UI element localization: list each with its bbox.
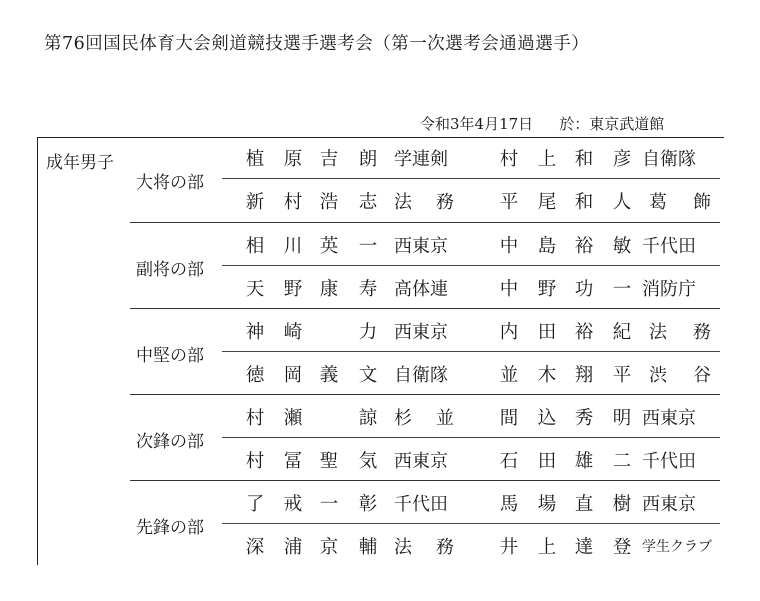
right-name-char: 樹 [612,494,632,515]
left-affiliation: 自衛隊 [394,365,448,386]
right-name-char: 達 [574,537,594,558]
right-name-char: 明 [612,408,632,429]
right-name-char: 登 [612,537,632,558]
section-label: 大将の部 [136,173,204,193]
right-name-char: 直 [574,494,594,515]
right-name-char: 秀 [574,408,594,429]
row-divider [222,437,720,438]
left-name-char: 瀬 [283,408,303,429]
right-name-char: 中 [499,279,519,300]
left-name-char: 志 [358,192,378,213]
player-row [130,524,720,567]
player-row [130,309,720,352]
left-name-char: 岡 [283,365,303,386]
right-affiliation: 千代田 [642,451,696,472]
player-row [130,223,720,266]
section-3 [130,308,720,395]
left-name-char: 気 [358,451,378,472]
category-label: 成年男子 [46,153,114,173]
right-affiliation: 法 務 [649,322,711,343]
player-row [130,352,720,395]
left-affiliation: 西東京 [394,451,448,472]
right-affiliation: 西東京 [642,408,696,429]
left-affiliation: 法 務 [394,192,454,213]
right-affiliation: 渋 谷 [649,365,711,386]
right-name-char: 彦 [612,149,632,170]
left-name-char: 神 [245,322,265,343]
document-title: 第76回国民体育大会剣道競技選手選考会（第一次選考会通過選手） [44,34,590,54]
right-name-char: 一 [612,279,632,300]
left-name-char: 英 [319,236,339,257]
left-name-char: 吉 [319,149,339,170]
left-name-char: 浦 [283,537,303,558]
left-name-char: 深 [245,537,265,558]
left-affiliation: 西東京 [394,236,448,257]
section-4 [130,394,720,481]
right-name-char: 内 [499,322,519,343]
left-affiliation: 千代田 [394,494,448,515]
left-name-char: 村 [245,451,265,472]
left-name-char: 京 [319,537,339,558]
left-name-char: 原 [283,149,303,170]
right-name-char: 島 [537,236,557,257]
player-row [130,266,720,309]
left-name-char: 相 [245,236,265,257]
right-name-char: 上 [537,149,557,170]
left-affiliation: 杉 並 [394,408,454,429]
left-name-char: 義 [319,365,339,386]
right-name-char: 功 [574,279,594,300]
left-name-char: 野 [283,279,303,300]
right-name-char: 間 [499,408,519,429]
player-row [130,438,720,481]
left-name-char: 寿 [358,279,378,300]
right-name-char: 紀 [612,322,632,343]
left-name-char: 村 [245,408,265,429]
right-affiliation: 自衛隊 [642,149,696,170]
right-name-char: 敏 [612,236,632,257]
right-name-char: 上 [537,537,557,558]
right-name-char: 尾 [537,192,557,213]
section-2 [130,222,720,309]
left-name-char: 戒 [283,494,303,515]
right-name-char: 馬 [499,494,519,515]
right-affiliation: 千代田 [642,236,696,257]
section-label: 次鋒の部 [136,432,204,452]
right-name-char: 裕 [574,236,594,257]
left-name-char: 輔 [358,537,378,558]
section-label: 中堅の部 [136,346,204,366]
left-name-char: 崎 [283,322,303,343]
left-affiliation: 学連剣 [394,149,448,170]
left-name-char: 徳 [245,365,265,386]
left-name-char: 村 [283,192,303,213]
right-name-char: 和 [574,149,594,170]
left-name-char: 聖 [319,451,339,472]
row-divider [222,178,720,179]
row-divider [222,351,720,352]
left-name-char: 新 [245,192,265,213]
left-name-char: 諒 [358,408,378,429]
row-divider [222,523,720,524]
player-row [130,395,720,438]
right-name-char: 平 [499,192,519,213]
right-name-char: 田 [537,322,557,343]
section-label: 副将の部 [136,260,204,280]
right-name-char: 雄 [574,451,594,472]
right-name-char: 裕 [574,322,594,343]
right-name-char: 田 [537,451,557,472]
right-name-char: 込 [537,408,557,429]
left-name-char: 天 [245,279,265,300]
section-label: 先鋒の部 [136,518,204,538]
right-name-char: 二 [612,451,632,472]
left-name-char: 一 [358,236,378,257]
left-name-char: 植 [245,149,265,170]
right-affiliation: 学生クラブ [642,539,712,555]
right-name-char: 石 [499,451,519,472]
right-name-char: 木 [537,365,557,386]
event-date: 令和3年4月17日 [420,115,534,133]
right-name-char: 野 [537,279,557,300]
left-name-char: 川 [283,236,303,257]
right-name-char: 井 [499,537,519,558]
right-affiliation: 西東京 [642,494,696,515]
left-name-char: 朗 [358,149,378,170]
right-affiliation: 葛 飾 [649,192,711,213]
right-name-char: 人 [612,192,632,213]
right-name-char: 中 [499,236,519,257]
right-name-char: 和 [574,192,594,213]
left-name-char: 了 [245,494,265,515]
right-name-char: 場 [537,494,557,515]
player-row [130,136,720,179]
left-name-char: 冨 [283,451,303,472]
section-5 [130,480,720,567]
section-1 [130,136,720,222]
row-divider [222,265,720,266]
left-name-char: 文 [358,365,378,386]
left-name-char: 一 [319,494,339,515]
left-name-char: 彰 [358,494,378,515]
right-name-char: 平 [612,365,632,386]
right-name-char: 村 [499,149,519,170]
left-name-char: 浩 [319,192,339,213]
left-affiliation: 西東京 [394,322,448,343]
player-row [130,179,720,222]
right-name-char: 並 [499,365,519,386]
event-venue: 於：東京武道館 [559,115,665,133]
date-venue-line [420,113,664,134]
left-affiliation: 高体連 [394,279,448,300]
right-affiliation: 消防庁 [642,279,696,300]
right-name-char: 翔 [574,365,594,386]
left-affiliation: 法 務 [394,537,454,558]
player-row [130,481,720,524]
left-name-char: 力 [358,322,378,343]
left-name-char: 康 [319,279,339,300]
